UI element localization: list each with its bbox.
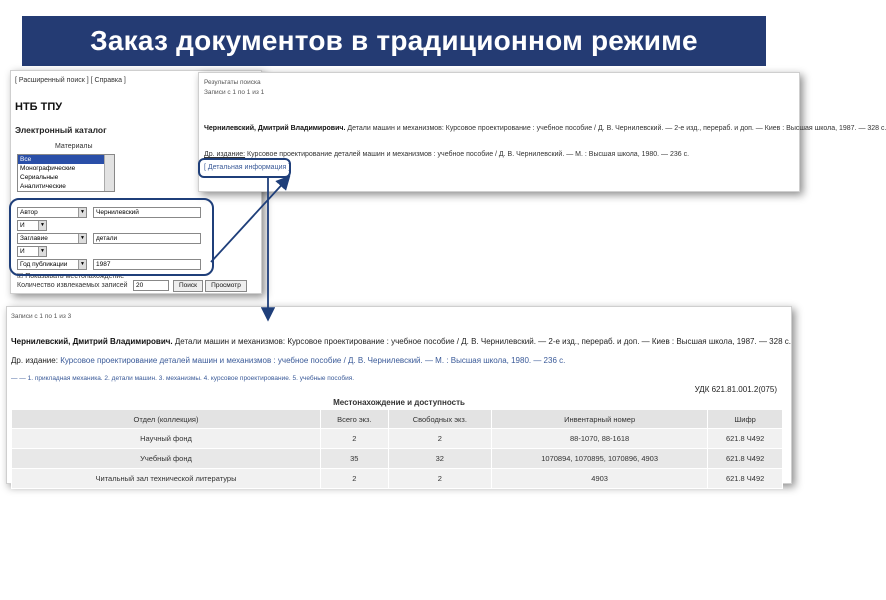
author-input[interactable]: Чернилевский — [93, 207, 201, 218]
record-other-edition: Др. издание: Курсовое проектирование деталей машин и механизмов : учебное пособие / Д. В. Чернилевский. — М. : Высшая школа, 1980. — 236 с. — [11, 356, 566, 365]
results-heading: Результаты поиска — [204, 79, 261, 86]
org-name: НТБ ТПУ — [15, 101, 63, 113]
udk-code: УДК 621.81.001.2(075) — [694, 385, 777, 394]
table-cell: Учебный фонд — [12, 449, 321, 469]
materials-option[interactable]: Монографические — [20, 165, 76, 172]
slide-title: Заказ документов в традиционном режиме — [22, 16, 766, 66]
chevron-down-icon: ▼ — [38, 247, 46, 256]
field-select-year[interactable]: Год публикации ▼ — [17, 259, 87, 270]
show-location-checkbox[interactable]: ☑ Показывать местонахождение — [17, 273, 125, 280]
top-links[interactable]: [ Расширенный поиск ] [ Справка ] — [15, 77, 126, 84]
materials-option[interactable]: Все — [18, 155, 114, 164]
result-entry: Чернилевский, Дмитрий Владимирович. Детали машин и механизмов: Курсовое проектирование : учебное пособие / Д. В. Чернилевский. — 2-е изд., перераб. и доп. — Киев : Высшая школа, 1987. — 328 с. — [204, 125, 886, 132]
count-label: Количество извлекаемых записей — [17, 282, 128, 289]
table-cell: 2 — [388, 429, 491, 449]
materials-label: Материалы — [55, 143, 93, 150]
result-other-edition: Др. издание: Курсовое проектирование деталей машин и механизмов : учебное пособие / Д. В. Чернилевский. — М. : Высшая школа, 1980. — 236 с. — [204, 151, 690, 158]
subject-list[interactable]: — — 1. прикладная механика. 2. детали машин. 3. механизмы. 4. курсовое проектирование. 5. учебные пособия. — [11, 375, 355, 382]
table-cell: Научный фонд — [12, 429, 321, 449]
checkbox-check-icon: ☑ — [17, 273, 24, 280]
table-cell: 1070894, 1070895, 1070896, 4903 — [492, 449, 708, 469]
table-cell: 2 — [321, 429, 389, 449]
chevron-down-icon: ▼ — [78, 208, 86, 217]
column-header: Инвентарный номер — [492, 410, 708, 429]
operator-select[interactable]: И ▼ — [17, 246, 47, 257]
count-input[interactable]: 20 — [133, 280, 169, 291]
chevron-down-icon: ▼ — [78, 260, 86, 269]
results-count: Записи с 1 по 1 из 1 — [204, 89, 265, 96]
materials-option[interactable]: Аналитические — [20, 183, 66, 190]
records-count: Записи с 1 по 1 из 3 — [11, 313, 72, 320]
column-header: Отдел (коллекция) — [12, 410, 321, 429]
title-input[interactable]: детали — [93, 233, 201, 244]
field-select-author[interactable]: Автор ▼ — [17, 207, 87, 218]
search-button[interactable]: Поиск — [173, 280, 203, 292]
column-header: Свободных экз. — [388, 410, 491, 429]
table-cell: Читальный зал технической литературы — [12, 469, 321, 489]
table-cell: 621.8 Ч492 — [708, 449, 783, 469]
chevron-down-icon: ▼ — [38, 221, 46, 230]
table-cell: 621.8 Ч492 — [708, 469, 783, 489]
column-header: Шифр — [708, 410, 783, 429]
materials-option[interactable]: Сериальные — [20, 174, 59, 181]
operator-select[interactable]: И ▼ — [17, 220, 47, 231]
column-header: Всего экз. — [321, 410, 389, 429]
field-select-title[interactable]: Заглавие ▼ — [17, 233, 87, 244]
table-cell: 88-1070, 88-1618 — [492, 429, 708, 449]
detail-info-link[interactable]: [ Детальная информация ] — [204, 164, 291, 171]
year-input[interactable]: 1987 — [93, 259, 201, 270]
table-cell: 621.8 Ч492 — [708, 429, 783, 449]
browse-button[interactable]: Просмотр — [205, 280, 247, 292]
table-cell: 4903 — [492, 469, 708, 489]
record-entry: Чернилевский, Дмитрий Владимирович. Детали машин и механизмов: Курсовое проектирование : учебное пособие / Д. В. Чернилевский. — 2-е изд., перераб. и доп. — Киев : Высшая школа, 1987. — 328 с. — [11, 337, 791, 346]
catalog-heading: Электронный каталог — [15, 125, 107, 135]
table-cell: 35 — [321, 449, 389, 469]
arrow-to-detail-link — [211, 178, 288, 262]
table-cell: 2 — [321, 469, 389, 489]
table-cell: 32 — [388, 449, 491, 469]
location-title: Местонахождение и доступность — [333, 398, 465, 407]
chevron-down-icon: ▼ — [78, 234, 86, 243]
table-cell: 2 — [388, 469, 491, 489]
